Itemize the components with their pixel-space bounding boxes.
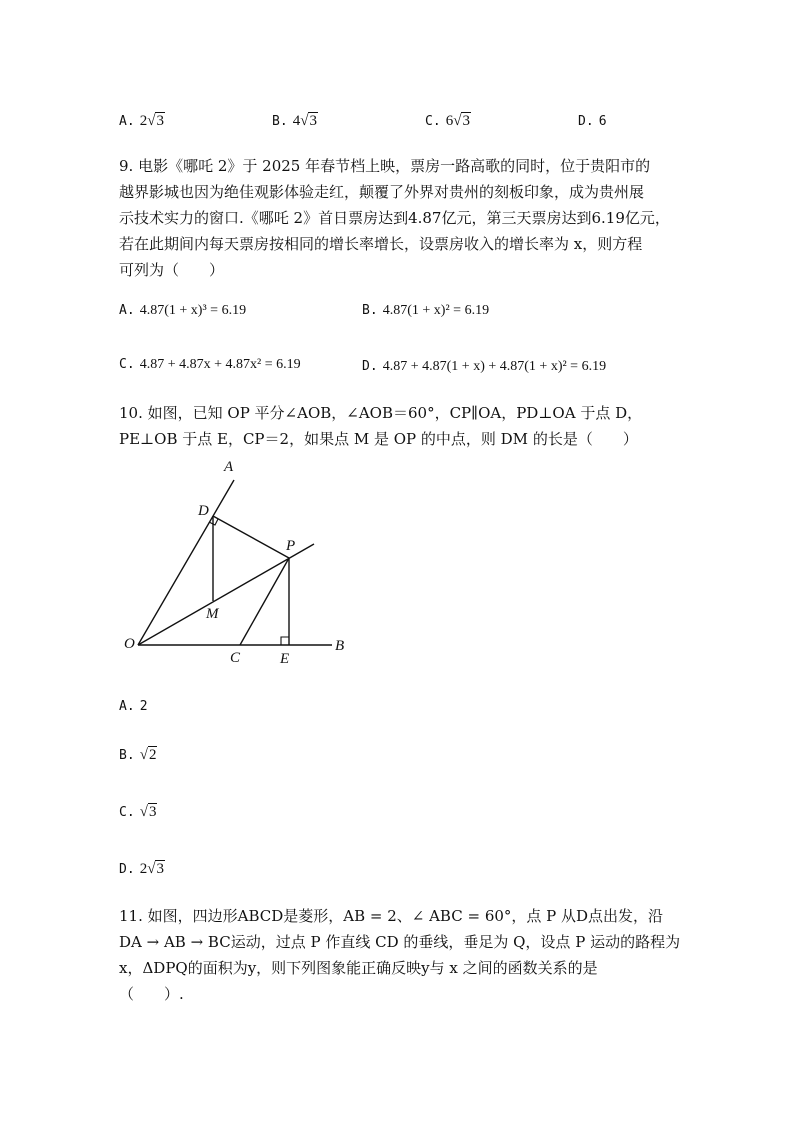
option-value: 2 [139,699,148,714]
coefficient: 2 [139,861,148,877]
q10-stem-line-2: PE⊥OB 于点 E，CP＝2，如果点 M 是 OP 的中点，则 DM 的长是（ ） [119,430,638,448]
option-label: A. [119,699,135,714]
coefficient: 2 [139,113,148,129]
q8-option-a [119,110,165,130]
q10-geometry-figure [118,455,358,670]
option-label: B. [119,748,135,763]
q10-option-a [119,695,148,714]
q9-option-a [119,299,246,319]
radicand: 3 [309,113,317,129]
option-expression: 4.87 + 4.87(1 + x) + 4.87(1 + x)² = 6.19 [382,359,607,374]
option-label: A. [119,303,135,318]
option-label: C. [119,805,135,820]
q9-option-d [362,355,606,375]
radical-expression: 2√3 [139,861,164,877]
segment-dp [213,516,289,558]
right-angle-mark-e [281,637,289,645]
q10-option-c [119,801,157,821]
radical-expression: 4√3 [292,113,317,129]
q9-stem-line-4: 若在此期间内每天票房按相同的增长率增长，设票房收入的增长率为 x，则方程 [119,235,643,253]
option-label: D. [578,114,594,129]
q11-stem-line-2: DA → AB → BC运动，过点 P 作直线 CD 的垂线，垂足为 Q，设点 P 运动的路程为 [119,933,681,951]
q11-stem-line-3: x，ΔDPQ的面积为y，则下列图象能正确反映y与 x 之间的函数关系的是 [119,959,598,977]
radical-expression: 2√3 [139,113,164,129]
option-label: C. [425,114,441,129]
q9-option-c [119,353,301,373]
label-point-e: E [280,651,290,667]
q9-stem-line-1: 9. 电影《哪吒 2》于 2025 年春节档上映，票房一路高歌的同时，位于贵阳市的 [119,157,651,175]
option-value: 6 [598,114,607,129]
coefficient: 4 [292,113,301,129]
label-point-p: P [286,538,296,554]
q10-option-b [119,744,157,764]
q11-stem-line-4: （ ）. [119,985,184,1003]
option-expression: 4.87 + 4.87x + 4.87x² = 6.19 [139,357,301,372]
q8-option-d [578,110,607,129]
q10-stem-line-1: 10. 如图，已知 OP 平分∠AOB，∠AOB＝60°，CP∥OA，PD⊥OA 于点 D， [119,404,643,422]
q8-option-b [272,110,318,130]
radical-expression: 6√3 [445,113,470,129]
option-label: B. [362,303,378,318]
q9-stem-line-5: 可列为（ ） [119,261,225,279]
coefficient: 6 [445,113,454,129]
radicand: 3 [148,804,157,820]
segment-cp [240,558,289,645]
option-label: A. [119,114,135,129]
option-label: B. [272,114,288,129]
label-point-o: O [124,636,135,652]
radicand: 3 [462,113,470,129]
option-expression: 4.87(1 + x)³ = 6.19 [139,303,247,318]
ray-oa [138,480,234,645]
q9-stem-line-2: 越界影城也因为绝佳观影体验走红，颠覆了外界对贵州的刻板印象，成为贵州展 [119,183,645,201]
radicand: 2 [148,747,157,763]
label-point-d: D [198,503,209,519]
radical-expression: √2 [139,747,157,763]
label-point-b: B [335,638,345,654]
option-label: D. [119,862,135,877]
q11-stem-line-1: 11. 如图，四边形ABCD是菱形，AB = 2、∠ ABC = 60°，点 P 从D点出发，沿 [119,907,664,925]
q10-option-d [119,858,165,878]
option-expression: 4.87(1 + x)² = 6.19 [382,303,490,318]
radicand: 3 [156,113,164,129]
q9-option-b [362,299,489,319]
label-point-m: M [206,606,219,622]
label-point-a: A [224,459,234,475]
radical-expression: √3 [139,804,157,820]
q9-stem-line-3: 示技术实力的窗口.《哪吒 2》首日票房达到4.87亿元，第三天票房达到6.19亿元， [119,209,670,227]
label-point-c: C [230,650,241,666]
option-label: C. [119,357,135,372]
option-label: D. [362,359,378,374]
q8-option-c [425,110,471,130]
radicand: 3 [156,861,164,877]
